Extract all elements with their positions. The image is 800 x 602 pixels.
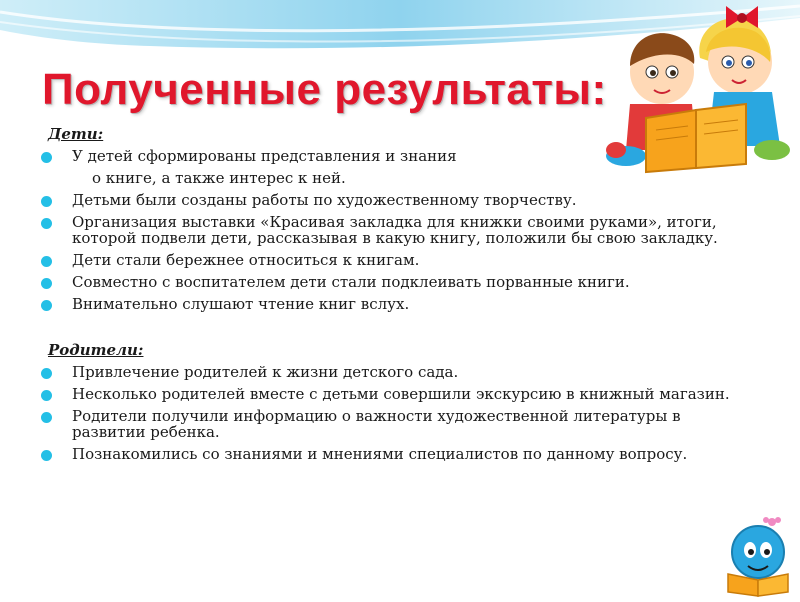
parents-results-list [48, 364, 748, 462]
children-section-heading: Дети: [48, 125, 104, 143]
list-item: Детьми были созданы работы по художественному творчеству. [48, 192, 748, 208]
list-item: Родители получили информацию о важности художественной литературы в развитии ребенка. [48, 408, 748, 440]
bullet-icon [41, 300, 52, 311]
list-item: Организация выставки «Красивая закладка для книжки своими руками», итоги, которой подвели дети, рассказывая в какую книгу, положили бы свою закладку. [48, 214, 748, 246]
smiley-reading-book-illustration [722, 516, 796, 602]
bullet-icon [41, 196, 52, 207]
children-results-list [48, 148, 748, 312]
bullet-icon [41, 450, 52, 461]
list-item: Познакомились со знаниями и мнениями специалистов по данному вопросу. [48, 446, 748, 462]
list-item: Привлечение родителей к жизни детского сада. [48, 364, 748, 380]
bullet-icon [41, 390, 52, 401]
list-item: У детей сформированы представления и знания [48, 148, 748, 164]
bullet-icon [41, 412, 52, 423]
list-item: Дети стали бережнее относиться к книгам. [48, 252, 748, 268]
list-item: Внимательно слушают чтение книг вслух. [48, 296, 748, 312]
bullet-icon [41, 218, 52, 229]
slide-content [48, 126, 748, 468]
list-item: Несколько родителей вместе с детьми совершили экскурсию в книжный магазин. [48, 386, 748, 402]
section-spacer [48, 318, 748, 342]
bullet-icon [41, 256, 52, 267]
list-item: о книге, а также интерес к ней. [92, 169, 346, 187]
slide-title: Полученные результаты: [42, 65, 607, 114]
bullet-icon [41, 278, 52, 289]
parents-section-heading: Родители: [48, 341, 144, 359]
bullet-icon [41, 368, 52, 379]
list-item: Совместно с воспитателем дети стали подклеивать порванные книги. [48, 274, 748, 290]
bullet-icon [41, 152, 52, 163]
